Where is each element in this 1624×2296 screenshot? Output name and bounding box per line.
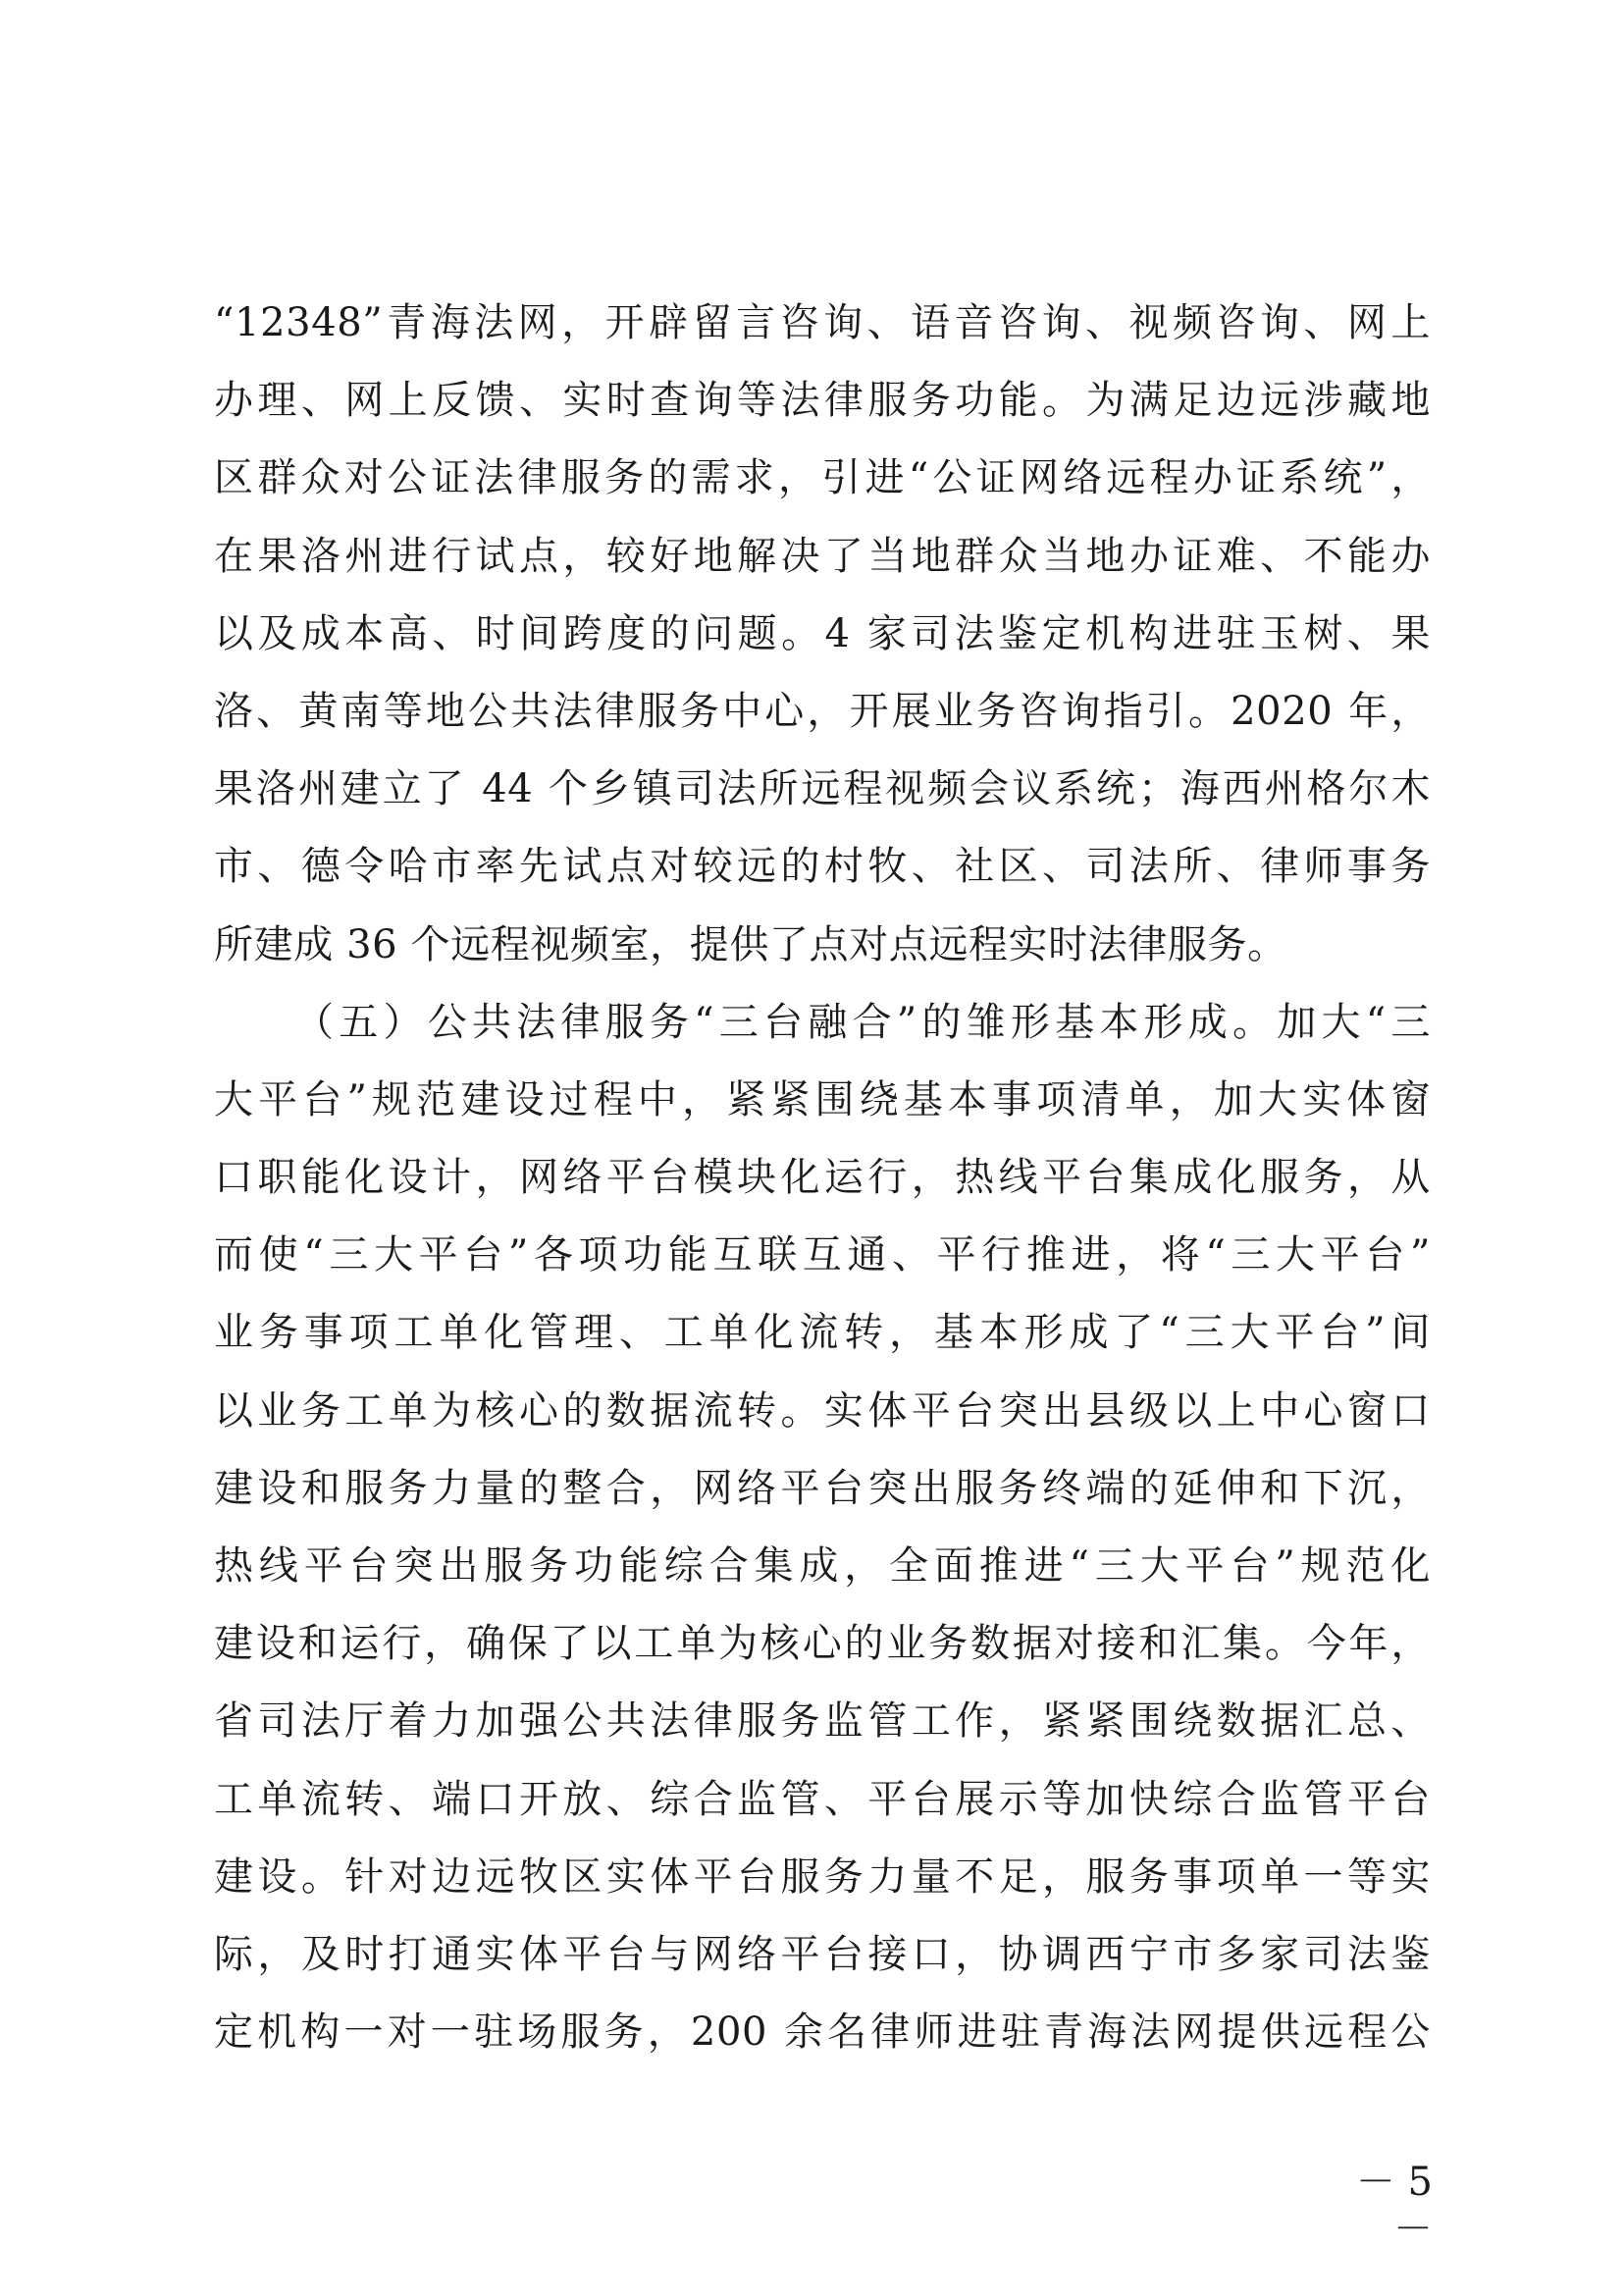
text-line: 热线平台突出服务功能综合集成，全面推进“三大平台”规范化 <box>214 1543 1431 1589</box>
text-line: “12348”青海法网，开辟留言咨询、语音咨询、视频咨询、网上 <box>214 300 1431 345</box>
text-line: 办理、网上反馈、实时查询等法律服务功能。为满足边远涉藏地 <box>214 378 1431 424</box>
text-line: 建设。针对边远牧区实体平台服务力量不足，服务事项单一等实 <box>214 1853 1431 1900</box>
text-line: 洛、黄南等地公共法律服务中心，开展业务咨询指引。2020 年， <box>214 688 1431 734</box>
text-line: 省司法厅着力加强公共法律服务监管工作，紧紧围绕数据汇总、 <box>214 1698 1431 1745</box>
text-line: 市、德令哈市率先试点对较远的村牧、社区、司法所、律师事务 <box>214 844 1431 890</box>
text-line: 业务事项工单化管理、工单化流转，基本形成了“三大平台”间 <box>214 1310 1431 1356</box>
text-line: 在果洛州进行试点，较好地解决了当地群众当地办证难、不能办 <box>214 533 1431 579</box>
text-line: 际，及时打通实体平台与网络平台接口，协调西宁市多家司法鉴 <box>214 1931 1431 1977</box>
text-line: 口职能化设计，网络平台模块化运行，热线平台集成化服务，从 <box>214 1155 1431 1201</box>
text-line: 果洛州建立了 44 个乡镇司法所远程视频会议系统；海西州格尔木 <box>214 766 1431 812</box>
text-line: 以业务工单为核心的数据流转。实体平台突出县级以上中心窗口 <box>214 1387 1431 1434</box>
text-line: 大平台”规范建设过程中，紧紧围绕基本事项清单，加大实体窗 <box>214 1076 1431 1122</box>
section-heading-line: （五）公共法律服务“三台融合”的雏形基本形成。加大“三 <box>294 999 1431 1045</box>
body-text <box>214 285 1431 2071</box>
paragraph-2 <box>214 984 1431 2072</box>
text-line: 定机构一对一驻场服务，200 余名律师进驻青海法网提供远程公 <box>214 2009 1431 2056</box>
text-line: 建设和运行，确保了以工单为核心的业务数据对接和汇集。今年， <box>214 1621 1431 1667</box>
text-line: 以及成本高、时间跨度的问题。4 家司法鉴定机构进驻玉树、果 <box>214 610 1431 656</box>
text-line: 区群众对公证法律服务的需求，引进“公证网络远程办证系统”， <box>214 455 1431 501</box>
text-line: 所建成 36 个远程视频室，提供了点对点远程实时法律服务。 <box>214 921 1287 967</box>
page-number: － 5 － <box>1355 2160 1433 2252</box>
paragraph-1 <box>214 285 1431 984</box>
text-line: 建设和服务力量的整合，网络平台突出服务终端的延伸和下沉， <box>214 1465 1431 1511</box>
text-line: 而使“三大平台”各项功能互联互通、平行推进，将“三大平台” <box>214 1232 1431 1278</box>
text-line: 工单流转、端口开放、综合监管、平台展示等加快综合监管平台 <box>214 1776 1431 1822</box>
